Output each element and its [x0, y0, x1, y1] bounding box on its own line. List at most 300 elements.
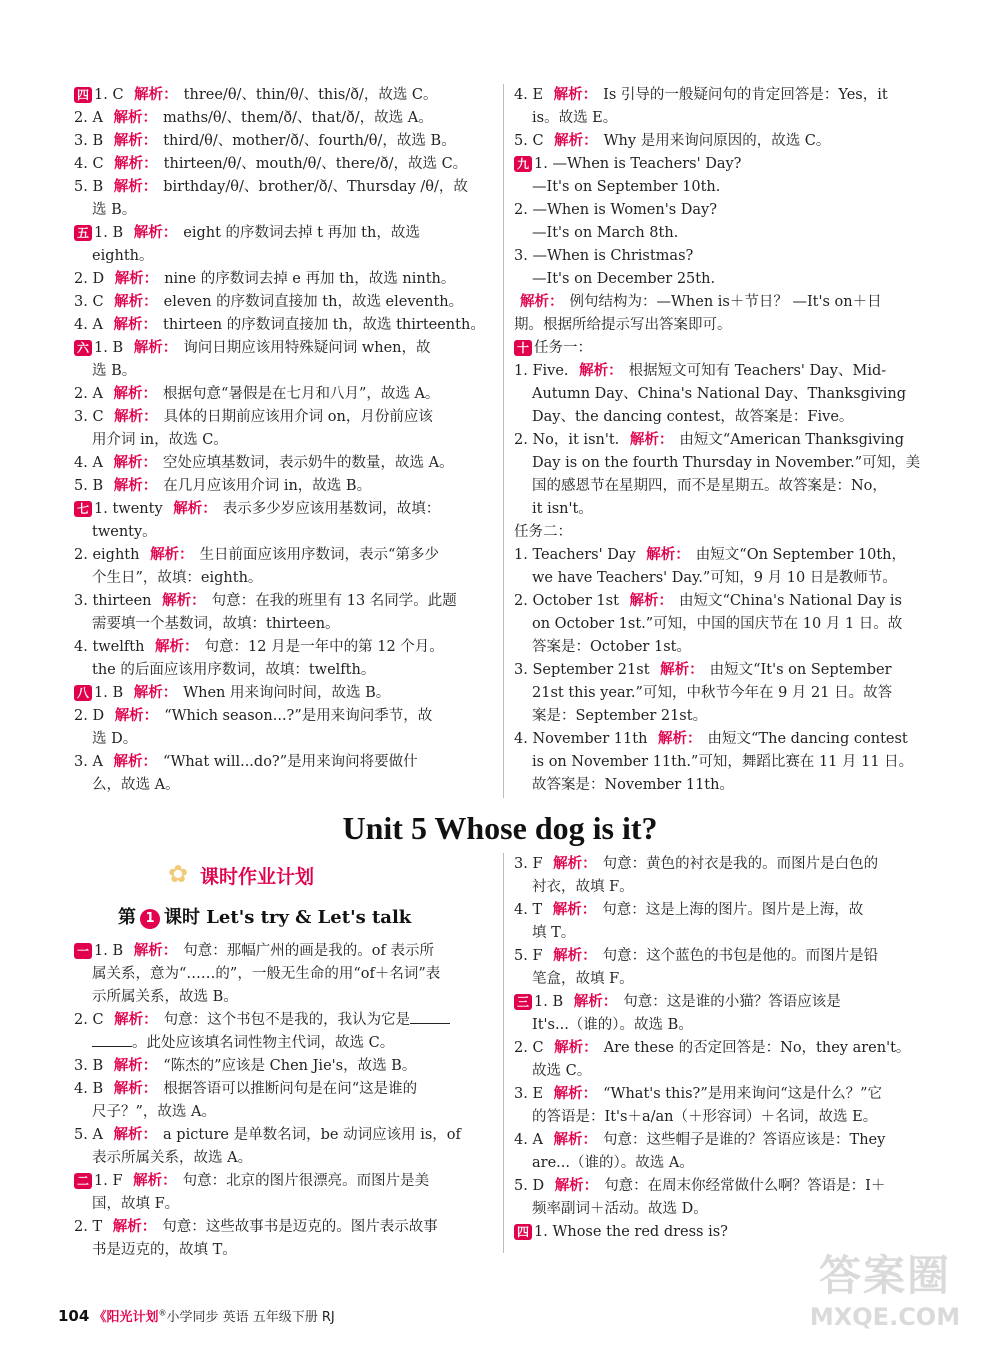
- section-number-badge: 六: [74, 340, 92, 356]
- analysis-label: 解析：: [553, 1132, 598, 1148]
- analysis-text: 用介词 in，故选 C。: [92, 432, 228, 448]
- analysis-text: 么，故选 A。: [92, 777, 180, 793]
- analysis-text: Day、the dancing contest，故答案是：Five。: [532, 409, 854, 425]
- analysis-text: 21st this year.”可知，中秋节今年在 9 月 21 日。故答: [532, 685, 893, 701]
- answer-line: [74, 1170, 494, 1193]
- analysis-text: 选 D。: [92, 731, 138, 747]
- analysis-label: 解析：: [114, 294, 158, 310]
- analysis-label: 解析：: [520, 294, 564, 310]
- analysis-label: 解析：: [553, 856, 597, 872]
- answer-line: [514, 705, 939, 728]
- analysis-label: 解析：: [114, 271, 159, 287]
- watermark-top: 答案圈: [818, 1251, 951, 1300]
- answer-label: 2. D: [74, 708, 109, 724]
- answer-label: 1. B: [94, 943, 128, 959]
- answer-line: [514, 475, 939, 498]
- analysis-label: 解析：: [113, 455, 158, 471]
- answer-label: 4. A: [74, 455, 108, 471]
- analysis-text: 生日前面应该用序数词，表示“第多少: [199, 547, 439, 563]
- answer-line: [74, 199, 494, 222]
- answer-label: 3. C: [74, 294, 109, 310]
- answer-line: [74, 84, 494, 107]
- answer-line: [74, 1124, 494, 1147]
- answer-line: [514, 360, 939, 383]
- answer-line: [74, 521, 494, 544]
- footer-arrow: 《: [93, 1310, 107, 1325]
- left-column-top: [74, 84, 494, 797]
- answer-label: 4. twelfth: [74, 639, 150, 655]
- section-number-badge: 五: [74, 225, 92, 241]
- answer-line: [74, 337, 494, 360]
- answer-label: 3. C: [74, 409, 109, 425]
- answer-label: 3. A: [74, 754, 108, 770]
- analysis-label: 解析：: [113, 386, 158, 402]
- answer-line: [514, 774, 939, 797]
- answer-label: 4. A: [74, 317, 108, 333]
- answer-line: [74, 705, 494, 728]
- answer-line: [74, 963, 494, 986]
- analysis-text: “陈杰的”应该是 Chen Jie's，故选 B。: [163, 1058, 417, 1074]
- section-number-badge: 四: [74, 87, 92, 103]
- analysis-label: 解析：: [114, 409, 158, 425]
- lesson-pre: 第: [118, 907, 136, 928]
- analysis-text: 根据短文可知有 Teachers' Day、Mid-: [628, 363, 887, 379]
- answer-line: [74, 1147, 494, 1170]
- answer-line: [74, 1239, 494, 1262]
- answer-line: [514, 613, 939, 636]
- plan-icon: ✿: [168, 860, 189, 888]
- analysis-text: 选 B。: [92, 363, 137, 379]
- analysis-text: —It's on September 10th.: [532, 179, 721, 195]
- analysis-text: —It's on March 8th.: [532, 225, 679, 241]
- analysis-text: 的答语是：It's＋a/an（＋形容词）＋名词，故选 E。: [532, 1109, 878, 1125]
- analysis-text: “What's this?”是用来询问“这是什么？”它: [603, 1086, 883, 1102]
- analysis-text: 属关系，意为“……的”，一般无生命的用“of＋名词”表: [92, 966, 441, 982]
- answer-label: 3. F: [514, 856, 548, 872]
- section-number-badge: 七: [74, 501, 92, 517]
- answer-line: [74, 986, 494, 1009]
- answer-label: 4. November 11th: [514, 731, 653, 747]
- lesson-post: 课时 Let's try & Let's talk: [164, 907, 412, 928]
- answer-line: [514, 876, 939, 899]
- answer-line: [514, 314, 939, 337]
- section-number-badge: 一: [74, 943, 92, 959]
- answer-label: 3. E: [514, 1086, 548, 1102]
- answer-line: [74, 613, 494, 636]
- answer-line: [514, 682, 939, 705]
- answer-label: 5. F: [514, 948, 548, 964]
- answer-line: [514, 968, 939, 991]
- answer-line: [74, 1009, 494, 1032]
- answer-line: [514, 991, 939, 1014]
- answer-line: [74, 1078, 494, 1101]
- analysis-text: 由短文“China's National Day is: [679, 593, 902, 609]
- answer-label: 2. D: [74, 271, 109, 287]
- answer-line: [74, 314, 494, 337]
- answer-label: 5. A: [74, 1127, 108, 1143]
- answer-line: [514, 498, 939, 521]
- answer-line: [514, 222, 939, 245]
- answer-line: [514, 636, 939, 659]
- analysis-text: 具体的日期前应该用介词 on，月份前应该: [163, 409, 433, 425]
- answer-line: [74, 107, 494, 130]
- answer-line: [514, 429, 939, 452]
- analysis-label: 解析：: [553, 1086, 598, 1102]
- answer-line: [514, 245, 939, 268]
- answer-line: [74, 659, 494, 682]
- analysis-text: 句意：12 月是一年中的第 12 个月。: [204, 639, 444, 655]
- analysis-text: 案是：September 21st。: [532, 708, 708, 724]
- analysis-text: 由短文“American Thanksgiving: [679, 432, 904, 448]
- analysis-text: thirteen 的序数词直接加 th，故选 thirteenth。: [163, 317, 485, 333]
- answer-line: [74, 452, 494, 475]
- analysis-label: 解析：: [114, 1012, 158, 1028]
- answer-label: 5. B: [74, 179, 108, 195]
- answer-line: [514, 1060, 939, 1083]
- answer-line: [74, 268, 494, 291]
- analysis-text: 衬衣，故填 F。: [532, 879, 634, 895]
- registered-mark: ®: [158, 1308, 167, 1318]
- analysis-text: is on November 11th.”可知，舞蹈比赛在 11 月 11 日。: [532, 754, 914, 770]
- answer-line: [514, 1175, 939, 1198]
- analysis-text: 故选 C。: [532, 1063, 592, 1079]
- analysis-text: 句意：这些帽子是谁的？答语应该是：They: [603, 1132, 886, 1148]
- analysis-text: maths/θ/、them/ð/、that/ð/，故选 A。: [163, 110, 433, 126]
- answer-line: [514, 452, 939, 475]
- analysis-label: 解析：: [173, 501, 217, 517]
- analysis-label: 解析：: [113, 754, 158, 770]
- analysis-text: 句意：这是谁的小猫？答语应该是: [623, 994, 841, 1010]
- answer-line: [514, 1037, 939, 1060]
- watermark-bottom: MXQE.COM: [809, 1303, 961, 1331]
- analysis-text: “Which season...?”是用来询问季节，故: [164, 708, 433, 724]
- section-number-badge: 二: [74, 1173, 92, 1189]
- analysis-text: on October 1st.”可知，中国的国庆节在 10 月 1 日。故: [532, 616, 903, 632]
- answer-line: [514, 130, 939, 153]
- answer-label: 1. F: [94, 1173, 128, 1189]
- answer-line: [514, 1221, 939, 1244]
- answer-label: 1. Five.: [514, 363, 574, 379]
- left-column-bottom: [74, 940, 494, 1262]
- answer-line: [514, 176, 939, 199]
- answer-label: 1. C: [94, 87, 129, 103]
- answer-line: [74, 1193, 494, 1216]
- analysis-text: 句意：在周末你经常做什么啊？答语是：I＋: [604, 1178, 886, 1194]
- analysis-text: —It's on December 25th.: [532, 271, 716, 287]
- answer-label: 2. C: [74, 1012, 109, 1028]
- analysis-text: 国，故填 F。: [92, 1196, 180, 1212]
- answer-line: [74, 682, 494, 705]
- answer-label: 5. B: [74, 478, 108, 494]
- analysis-text: 由短文“It's on September: [709, 662, 892, 678]
- analysis-label: 解析：: [629, 432, 674, 448]
- answer-line: [74, 475, 494, 498]
- answer-label: 任务一：: [534, 340, 593, 356]
- analysis-label: 解析：: [113, 133, 158, 149]
- analysis-text: 询问日期应该用特殊疑问词 when，故: [183, 340, 431, 356]
- answer-line: [74, 406, 494, 429]
- analysis-label: 解析：: [133, 1173, 177, 1189]
- watermark-logo: [800, 1250, 970, 1350]
- analysis-text: are...（谁的）。故选 A。: [532, 1155, 694, 1171]
- analysis-text: 示所属关系，故选 B。: [92, 989, 238, 1005]
- answer-line: [74, 1101, 494, 1124]
- analysis-text: 个生日”，故填：eighth。: [92, 570, 263, 586]
- answer-line: [74, 940, 494, 963]
- answer-line: [514, 521, 939, 544]
- analysis-label: 解析：: [155, 639, 199, 655]
- answer-label: 4. A: [514, 1132, 548, 1148]
- analysis-text: 句意：这个蓝色的书包是他的。而图片是铅: [602, 948, 879, 964]
- analysis-label: 解析：: [133, 943, 178, 959]
- plain-text: 任务二：: [514, 524, 572, 540]
- analysis-label: 解析：: [646, 547, 690, 563]
- analysis-label: 解析：: [660, 662, 704, 678]
- analysis-text: 根据句意“暑假是在七月和八月”，故选 A。: [163, 386, 440, 402]
- answer-line: [74, 567, 494, 590]
- analysis-text: It's...（谁的）。故选 B。: [532, 1017, 693, 1033]
- analysis-text: is。故选 E。: [532, 110, 618, 126]
- answer-label: 1. twenty: [94, 501, 168, 517]
- answer-line: [74, 751, 494, 774]
- analysis-label: 解析：: [554, 1178, 599, 1194]
- answer-line: [514, 1198, 939, 1221]
- analysis-text: 表示所属关系，故选 A。: [92, 1150, 253, 1166]
- answer-label: 1. B: [94, 225, 128, 241]
- analysis-label: 解析：: [113, 317, 158, 333]
- answer-line: [514, 406, 939, 429]
- answer-line: [514, 922, 939, 945]
- answer-label: 1. B: [534, 994, 568, 1010]
- analysis-text: 在几月应该用介词 in，故选 B。: [163, 478, 372, 494]
- analysis-text: 句意：北京的图片很漂亮。而图片是美: [182, 1173, 430, 1189]
- analysis-text: “What will...do?”是用来询问将要做什: [163, 754, 418, 770]
- answer-label: 1. —When is Teachers' Day?: [534, 156, 742, 172]
- analysis-text: 句意：黄色的衬衣是我的。而图片是白色的: [602, 856, 879, 872]
- answer-line: [514, 728, 939, 751]
- analysis-text: twenty。: [92, 524, 157, 540]
- analysis-label: 解析：: [579, 363, 623, 379]
- answer-label: 1. Whose the red dress is?: [534, 1224, 728, 1240]
- answer-line: [74, 636, 494, 659]
- analysis-label: 解析：: [134, 87, 178, 103]
- answer-line: [514, 1083, 939, 1106]
- analysis-label: 解析：: [133, 225, 178, 241]
- analysis-label: 解析：: [573, 994, 618, 1010]
- answer-label: 3. B: [74, 133, 108, 149]
- analysis-text: birthday/θ/、brother/ð/、Thursday /θ/，故: [163, 179, 468, 195]
- answer-line: [514, 1129, 939, 1152]
- analysis-label: 解析：: [553, 948, 597, 964]
- answer-label: 2. No，it isn't.: [514, 432, 624, 448]
- analysis-label: 解析：: [133, 685, 178, 701]
- answer-line: [514, 1152, 939, 1175]
- analysis-text: 需要填一个基数词，故填：thirteen。: [92, 616, 340, 632]
- analysis-label: 解析：: [554, 1040, 598, 1056]
- unit-title: Unit 5 Whose dog is it?: [342, 810, 658, 846]
- section-number-badge: 三: [514, 994, 532, 1010]
- analysis-text: third/θ/、mother/ð/、fourth/θ/，故选 B。: [163, 133, 456, 149]
- analysis-text: Is 引导的一般疑问句的肯定回答是：Yes，it: [603, 87, 888, 103]
- analysis-text: it isn't。: [532, 501, 593, 517]
- answer-line: [74, 728, 494, 751]
- answer-line: [74, 590, 494, 613]
- analysis-text: 句意：这是上海的图片。图片是上海，故: [602, 902, 864, 918]
- analysis-label: 解析：: [113, 1081, 158, 1097]
- analysis-text: 书是迈克的，故填 T。: [92, 1242, 237, 1258]
- analysis-text: 尺子？”，故选 A。: [92, 1104, 216, 1120]
- analysis-label: 解析：: [114, 708, 159, 724]
- answer-blank: [410, 1009, 450, 1024]
- answer-label: 4. C: [74, 156, 109, 172]
- section-number-badge: 四: [514, 1224, 532, 1240]
- analysis-text: 选 B。: [92, 202, 137, 218]
- answer-line: [74, 774, 494, 797]
- plain-text: 期。根据所给提示写出答案即可。: [514, 317, 732, 333]
- analysis-text: 。此处应该填名词性物主代词，故选 C。: [132, 1035, 395, 1051]
- answer-line: [74, 1032, 494, 1055]
- analysis-text: Day is on the fourth Thursday in November.”可知，美: [532, 455, 921, 471]
- analysis-text: Autumn Day、China's National Day、Thanksgiving: [532, 386, 907, 402]
- answer-label: 4. B: [74, 1081, 108, 1097]
- answer-line: [514, 84, 939, 107]
- analysis-text: three/θ/、thin/θ/、this/ð/，故选 C。: [183, 87, 438, 103]
- answer-line: [514, 268, 939, 291]
- answer-line: [74, 360, 494, 383]
- answer-line: [514, 337, 939, 360]
- analysis-text: 句意：这些故事书是迈克的。图片表示故事: [162, 1219, 438, 1235]
- column-divider-top: [503, 84, 504, 798]
- answer-line: [74, 1055, 494, 1078]
- analysis-text: we have Teachers' Day.”可知，9 月 10 日是教师节。: [532, 570, 897, 586]
- answer-line: [514, 1106, 939, 1129]
- answer-line: [514, 751, 939, 774]
- analysis-label: 解析：: [553, 87, 598, 103]
- analysis-label: 解析：: [658, 731, 702, 747]
- analysis-text: 填 T。: [532, 925, 576, 941]
- answer-label: 2. C: [514, 1040, 549, 1056]
- analysis-text: 由短文“On September 10th，: [695, 547, 907, 563]
- answer-line: [514, 291, 939, 314]
- answer-label: 3. —When is Christmas?: [514, 248, 694, 264]
- analysis-text: 笔盒，故填 F。: [532, 971, 634, 987]
- analysis-text: Why 是用来询问原因的，故选 C。: [603, 133, 831, 149]
- answer-line: [514, 899, 939, 922]
- analysis-label: 解析：: [114, 156, 158, 172]
- answer-blank: [92, 1032, 132, 1047]
- analysis-text: 句意：那幅广州的画是我的。of 表示所: [183, 943, 434, 959]
- answer-line: [514, 853, 939, 876]
- analysis-label: 解析：: [113, 1058, 158, 1074]
- analysis-label: 解析：: [113, 478, 158, 494]
- answer-line: [514, 199, 939, 222]
- answer-line: [514, 383, 939, 406]
- analysis-text: 句意：在我的班里有 13 名同学。此题: [211, 593, 457, 609]
- answer-line: [74, 153, 494, 176]
- answer-line: [74, 291, 494, 314]
- answer-label: 5. D: [514, 1178, 549, 1194]
- analysis-label: 解析：: [133, 340, 178, 356]
- analysis-label: 解析：: [113, 179, 158, 195]
- answer-label: 5. C: [514, 133, 549, 149]
- answer-label: 4. T: [514, 902, 547, 918]
- analysis-label: 解析：: [162, 593, 206, 609]
- answer-line: [74, 222, 494, 245]
- analysis-label: 解析：: [112, 1219, 157, 1235]
- answer-label: 2. —When is Women's Day?: [514, 202, 717, 218]
- answer-line: [514, 544, 939, 567]
- plan-title: 课时作业计划: [200, 866, 315, 888]
- answer-label: 3. B: [74, 1058, 108, 1074]
- analysis-text: 句意：这个书包不是我的，我认为它是: [163, 1012, 411, 1028]
- analysis-text: 由短文“The dancing contest: [707, 731, 908, 747]
- answer-label: 3. thirteen: [74, 593, 157, 609]
- section-number-badge: 八: [74, 685, 92, 701]
- answer-line: [514, 590, 939, 613]
- analysis-text: When 用来询问时间，故选 B。: [183, 685, 391, 701]
- analysis-text: eighth。: [92, 248, 154, 264]
- analysis-label: 解析：: [113, 110, 158, 126]
- answer-line: [514, 567, 939, 590]
- analysis-text: 根据答语可以推断问句是在问“这是谁的: [163, 1081, 418, 1097]
- analysis-text: 例句结构为：—When is＋节日？ —It's on＋日: [569, 294, 882, 310]
- analysis-text: Are these 的否定回答是：No，they aren't。: [603, 1040, 911, 1056]
- answer-label: 2. A: [74, 386, 108, 402]
- answer-label: 1. B: [94, 340, 128, 356]
- answer-line: [74, 130, 494, 153]
- lesson-number-badge: 1: [140, 909, 160, 929]
- analysis-text: 空处应填基数词，表示奶牛的数量，故选 A。: [163, 455, 454, 471]
- analysis-text: eight 的序数词去掉 t 再加 th，故选: [183, 225, 420, 241]
- answer-label: 2. eighth: [74, 547, 145, 563]
- answer-line: [74, 498, 494, 521]
- analysis-text: 频率副词＋活动。故选 D。: [532, 1201, 708, 1217]
- answer-line: [514, 107, 939, 130]
- right-column-top: [514, 84, 939, 797]
- right-column-bottom: [514, 853, 939, 1244]
- page-number: 104: [58, 1307, 90, 1325]
- answer-label: 1. Teachers' Day: [514, 547, 641, 563]
- analysis-label: 解析：: [552, 902, 597, 918]
- answer-line: [514, 659, 939, 682]
- column-divider-bottom: [503, 853, 504, 1253]
- answer-line: [74, 429, 494, 452]
- answer-line: [74, 1216, 494, 1239]
- analysis-label: 解析：: [113, 1127, 158, 1143]
- answer-label: 3. September 21st: [514, 662, 655, 678]
- analysis-text: nine 的序数词去掉 e 再加 th，故选 ninth。: [164, 271, 456, 287]
- analysis-label: 解析：: [629, 593, 674, 609]
- analysis-label: 解析：: [554, 133, 598, 149]
- analysis-text: thirteen/θ/、mouth/θ/、there/ð/，故选 C。: [163, 156, 468, 172]
- footer-brand: 阳光计划: [106, 1310, 159, 1325]
- analysis-text: 国的感恩节在星期四，而不是星期五。故答案是：No，: [532, 478, 887, 494]
- answer-label: 4. E: [514, 87, 548, 103]
- analysis-text: 答案是：October 1st。: [532, 639, 691, 655]
- answer-line: [74, 544, 494, 567]
- answer-label: 2. T: [74, 1219, 107, 1235]
- answer-line: [74, 245, 494, 268]
- answer-label: 2. October 1st: [514, 593, 624, 609]
- answer-line: [74, 383, 494, 406]
- lesson-heading: [118, 903, 411, 929]
- analysis-text: 故答案是：November 11th。: [532, 777, 734, 793]
- section-number-badge: 九: [514, 156, 532, 172]
- section-number-badge: 十: [514, 340, 532, 356]
- answer-line: [74, 176, 494, 199]
- analysis-text: a picture 是单数名词，be 动词应该用 is，of: [163, 1127, 461, 1143]
- analysis-text: the 的后面应该用序数词，故填：twelfth。: [92, 662, 376, 678]
